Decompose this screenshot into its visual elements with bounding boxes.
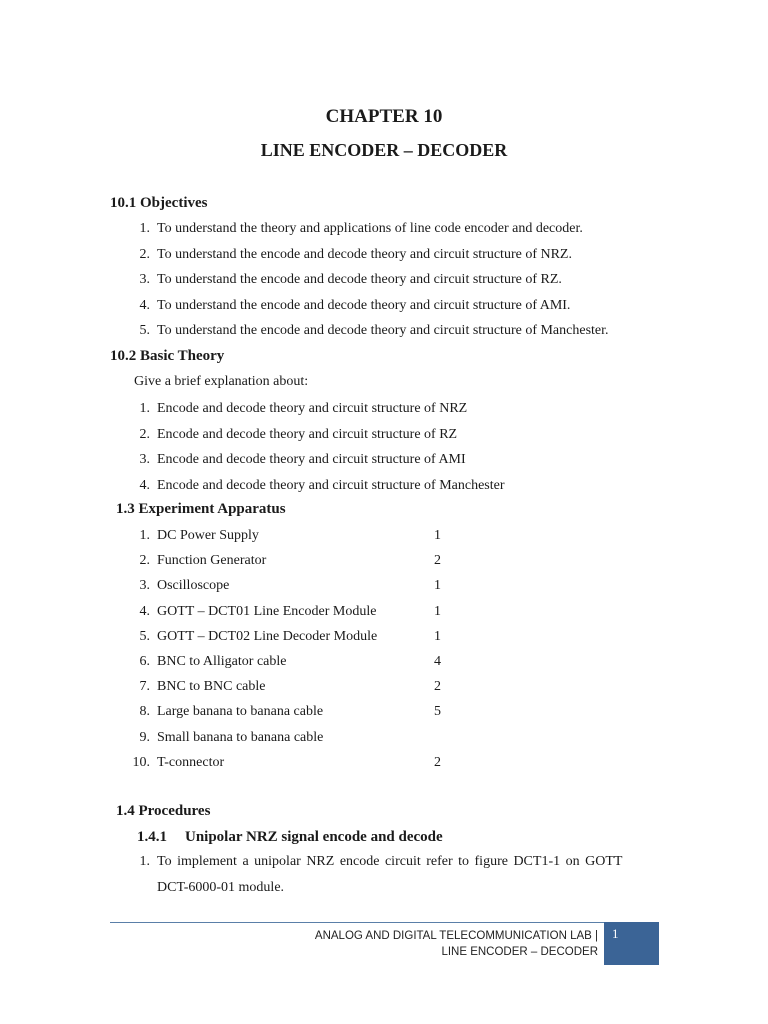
objective-item-number: 5. [139,323,150,338]
apparatus-item-number: 10. [132,754,150,770]
footer-chapter-title: LINE ENCODER – DECODER [441,946,598,958]
apparatus-item-number: 5. [139,628,150,644]
chapter-subtitle: LINE ENCODER – DECODER [260,140,508,160]
apparatus-heading: 1.3 Experiment Apparatus [116,501,286,517]
objective-item-number: 1. [139,221,150,236]
theory-item: Encode and decode theory and circuit structure of Manchester [157,477,505,493]
apparatus-item-name: BNC to BNC cable [157,679,266,695]
objective-item: To understand the encode and decode theory and circuit structure of AMI. [157,297,571,313]
objective-item: To understand the encode and decode theory and circuit structure of RZ. [157,272,562,287]
theory-intro: Give a brief explanation about: [134,374,309,389]
apparatus-item-number: 4. [139,603,150,619]
objective-item-number: 3. [139,272,150,287]
apparatus-item-name: GOTT – DCT02 Line Decoder Module [157,628,378,644]
apparatus-item-name: DC Power Supply [157,528,259,543]
theory-item-number: 2. [139,426,150,442]
procedure-subsection-title: Unipolar NRZ signal encode and decode [185,829,443,845]
apparatus-item-number: 3. [139,578,150,594]
apparatus-item-number: 1. [139,528,150,543]
apparatus-item-number: 7. [139,679,150,695]
apparatus-item-quantity: 1 [434,628,441,644]
objective-item-number: 2. [139,246,150,262]
chapter-title: CHAPTER 10 [325,106,443,127]
procedure-step-line2: DCT-6000-01 module. [157,880,285,895]
apparatus-item-name: T-connector [157,754,225,770]
theory-item-number: 1. [139,401,150,416]
apparatus-item-quantity: 5 [434,704,441,720]
footer-lab-title: ANALOG AND DIGITAL TELECOMMUNICATION LAB | [314,930,598,942]
apparatus-item-number: 2. [139,553,150,569]
page-number: 1 [612,926,619,941]
apparatus-item-name: Function Generator [157,553,267,569]
apparatus-item-quantity: 1 [434,528,441,543]
theory-item-number: 3. [139,452,150,467]
objective-item-number: 4. [139,297,150,313]
objective-item: To understand the encode and decode theory and circuit structure of NRZ. [157,246,572,262]
apparatus-item-name: Large banana to banana cable [157,704,324,720]
theory-item: Encode and decode theory and circuit structure of AMI [157,452,466,467]
apparatus-item-number: 6. [139,654,150,669]
apparatus-item-name: Small banana to banana cable [157,729,324,745]
apparatus-item-number: 9. [139,729,150,745]
theory-heading: 10.2 Basic Theory [110,348,225,364]
procedure-subsection-number: 1.4.1 [137,829,167,845]
apparatus-item-quantity: 2 [434,679,441,695]
objectives-heading: 10.1 Objectives [110,195,208,211]
apparatus-item-name: Oscilloscope [157,578,230,594]
page-number-box [604,922,659,965]
procedure-step-number: 1. [139,854,150,869]
procedure-step-line1: To implement a unipolar NRZ encode circuit refer to figure DCT1-1 on GOTT [157,854,623,869]
apparatus-item-number: 8. [139,704,150,720]
procedures-heading: 1.4 Procedures [116,803,211,819]
apparatus-item-name: BNC to Alligator cable [157,654,287,669]
theory-item: Encode and decode theory and circuit structure of RZ [157,426,458,442]
theory-item: Encode and decode theory and circuit structure of NRZ [157,401,468,416]
apparatus-item-quantity: 1 [434,603,441,619]
objective-item: To understand the theory and applications of line code encoder and decoder. [157,221,583,236]
apparatus-item-quantity: 2 [434,754,441,770]
objective-item: To understand the encode and decode theory and circuit structure of Manchester. [157,323,609,338]
theory-item-number: 4. [139,477,150,493]
apparatus-item-quantity: 1 [434,578,441,594]
footer-divider [110,922,604,923]
apparatus-item-name: GOTT – DCT01 Line Encoder Module [157,603,377,619]
apparatus-item-quantity: 2 [434,553,441,569]
apparatus-item-quantity: 4 [434,654,441,669]
